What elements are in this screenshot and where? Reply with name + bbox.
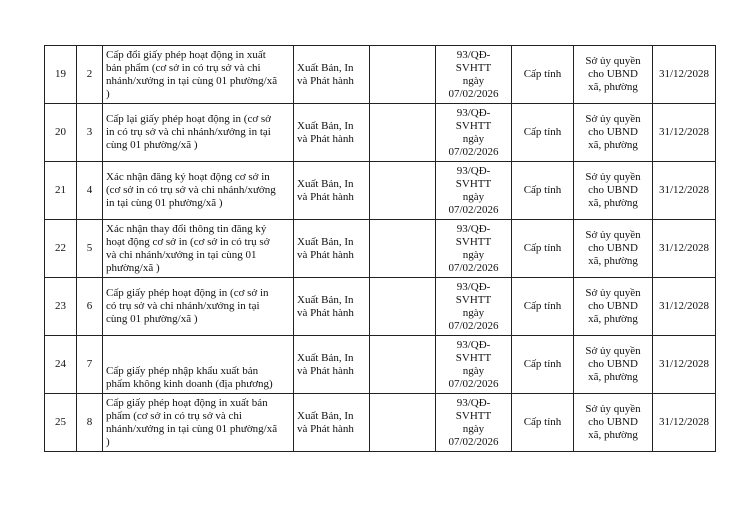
empty-cell: [370, 278, 436, 336]
table-row: [45, 46, 716, 104]
level-cell: Cấp tỉnh: [512, 220, 574, 278]
level-cell: Cấp tỉnh: [512, 394, 574, 452]
empty-cell: [370, 336, 436, 394]
table-row: [45, 162, 716, 220]
procedure-number-cell: 8: [77, 394, 103, 452]
procedure-number-cell: 4: [77, 162, 103, 220]
decision-cell: 93/QĐ- SVHTT ngày 07/02/2026: [436, 220, 512, 278]
deadline-cell: 31/12/2028: [653, 394, 716, 452]
level-cell: Cấp tỉnh: [512, 104, 574, 162]
procedure-name-cell: Cấp đổi giấy phép hoạt động in xuất bản phẩm (cơ sở in có trụ sở và chi nhánh/xưởng in tại cùng 01 phường/xã ): [103, 46, 294, 104]
row-index-cell: 22: [45, 220, 77, 278]
field-cell: Xuất Bản, In và Phát hành: [294, 46, 370, 104]
authority-cell: Sở ủy quyền cho UBND xã, phường: [574, 104, 653, 162]
procedure-number-cell: 6: [77, 278, 103, 336]
table-body: [45, 46, 716, 452]
procedure-name-cell: Xác nhận đăng ký hoạt động cơ sở in (cơ sở in có trụ sở và chi nhánh/xưởng in tại cùng 01 phường/xã ): [103, 162, 294, 220]
decision-cell: 93/QĐ- SVHTT ngày 07/02/2026: [436, 46, 512, 104]
procedure-name-cell: Cấp giấy phép nhập khẩu xuất bản phẩm không kinh doanh (địa phương): [103, 336, 294, 394]
level-cell: Cấp tỉnh: [512, 162, 574, 220]
level-cell: Cấp tỉnh: [512, 278, 574, 336]
procedure-table: [44, 45, 716, 452]
field-cell: Xuất Bản, In và Phát hành: [294, 336, 370, 394]
field-cell: Xuất Bản, In và Phát hành: [294, 220, 370, 278]
level-cell: Cấp tỉnh: [512, 336, 574, 394]
authority-cell: Sở ủy quyền cho UBND xã, phường: [574, 162, 653, 220]
row-index-cell: 23: [45, 278, 77, 336]
field-cell: Xuất Bản, In và Phát hành: [294, 278, 370, 336]
decision-cell: 93/QĐ- SVHTT ngày 07/02/2026: [436, 394, 512, 452]
procedure-name-cell: Cấp giấy phép hoạt động in (cơ sở in có trụ sở và chi nhánh/xưởng in tại cùng 01 phường/xã ): [103, 278, 294, 336]
procedure-name-cell: Cấp giấy phép hoạt động in xuất bản phẩm (cơ sở in có trụ sở và chi nhánh/xưởng in tại cùng 01 phường/xã ): [103, 394, 294, 452]
level-cell: Cấp tỉnh: [512, 46, 574, 104]
table-row: [45, 278, 716, 336]
empty-cell: [370, 162, 436, 220]
table-row: [45, 336, 716, 394]
decision-cell: 93/QĐ- SVHTT ngày 07/02/2026: [436, 162, 512, 220]
empty-cell: [370, 104, 436, 162]
row-index-cell: 21: [45, 162, 77, 220]
deadline-cell: 31/12/2028: [653, 278, 716, 336]
table-row: [45, 220, 716, 278]
empty-cell: [370, 220, 436, 278]
decision-cell: 93/QĐ- SVHTT ngày 07/02/2026: [436, 336, 512, 394]
decision-cell: 93/QĐ- SVHTT ngày 07/02/2026: [436, 278, 512, 336]
authority-cell: Sở ủy quyền cho UBND xã, phường: [574, 46, 653, 104]
row-index-cell: 25: [45, 394, 77, 452]
decision-cell: 93/QĐ- SVHTT ngày 07/02/2026: [436, 104, 512, 162]
authority-cell: Sở ủy quyền cho UBND xã, phường: [574, 220, 653, 278]
deadline-cell: 31/12/2028: [653, 336, 716, 394]
procedure-number-cell: 3: [77, 104, 103, 162]
procedure-number-cell: 5: [77, 220, 103, 278]
table-row: [45, 104, 716, 162]
deadline-cell: 31/12/2028: [653, 220, 716, 278]
field-cell: Xuất Bản, In và Phát hành: [294, 104, 370, 162]
row-index-cell: 19: [45, 46, 77, 104]
procedure-name-cell: Xác nhận thay đổi thông tin đăng ký hoạt động cơ sở in (cơ sở in có trụ sở và chi nhánh/xưởng in tại cùng 01 phường/xã ): [103, 220, 294, 278]
procedure-number-cell: 2: [77, 46, 103, 104]
empty-cell: [370, 46, 436, 104]
procedure-number-cell: 7: [77, 336, 103, 394]
field-cell: Xuất Bản, In và Phát hành: [294, 394, 370, 452]
field-cell: Xuất Bản, In và Phát hành: [294, 162, 370, 220]
deadline-cell: 31/12/2028: [653, 162, 716, 220]
deadline-cell: 31/12/2028: [653, 46, 716, 104]
deadline-cell: 31/12/2028: [653, 104, 716, 162]
row-index-cell: 24: [45, 336, 77, 394]
authority-cell: Sở ủy quyền cho UBND xã, phường: [574, 394, 653, 452]
procedure-name-cell: Cấp lại giấy phép hoạt động in (cơ sở in có trụ sở và chi nhánh/xưởng in tại cùng 01 phường/xã ): [103, 104, 294, 162]
table-row: [45, 394, 716, 452]
row-index-cell: 20: [45, 104, 77, 162]
authority-cell: Sở ủy quyền cho UBND xã, phường: [574, 278, 653, 336]
authority-cell: Sở ủy quyền cho UBND xã, phường: [574, 336, 653, 394]
empty-cell: [370, 394, 436, 452]
